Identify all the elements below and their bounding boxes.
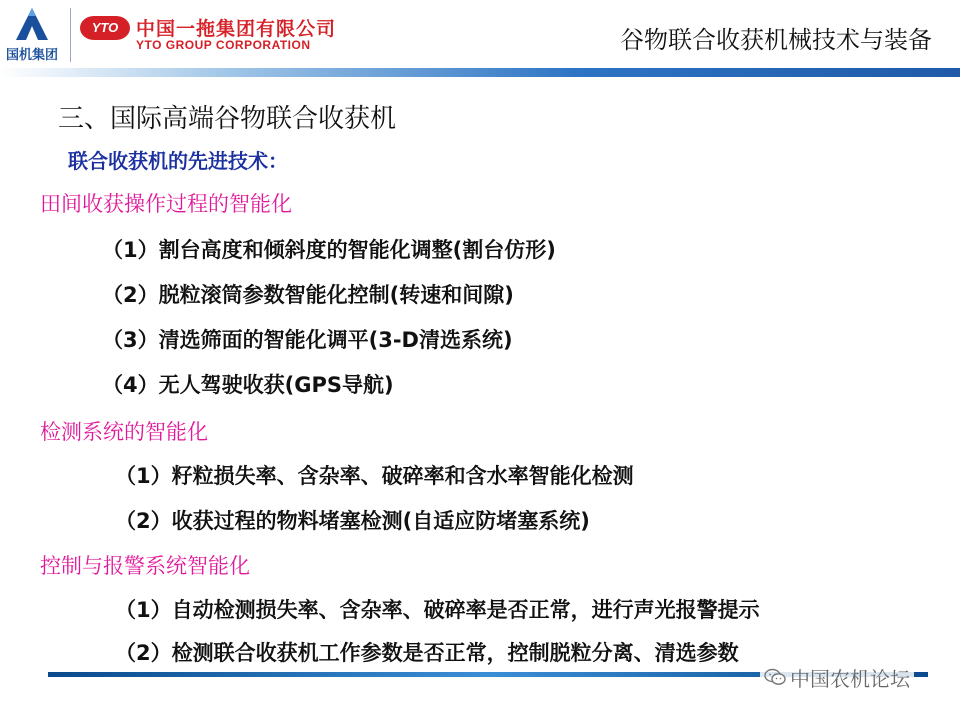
- sinomach-logo-text: 国机集团: [5, 48, 58, 63]
- yto-name-cn: 中国一拖集团有限公司: [136, 18, 337, 40]
- yto-logo: [80, 14, 340, 54]
- list-item: （2）检测联合收获机工作参数是否正常，控制脱粒分离、清选参数: [115, 641, 739, 665]
- wechat-icon: [764, 668, 786, 686]
- list-item: （2）收获过程的物料堵塞检测(自适应防堵塞系统): [115, 509, 590, 533]
- list-item: （1）割台高度和倾斜度的智能化调整(割台仿形): [102, 238, 556, 262]
- category-title: 检测系统的智能化: [40, 420, 208, 444]
- header-divider: [70, 8, 71, 62]
- yto-badge: YTO: [80, 16, 130, 40]
- watermark: [760, 664, 914, 690]
- list-item: （1）自动检测损失率、含杂率、破碎率是否正常，进行声光报警提示: [115, 598, 760, 622]
- slide-header: [0, 0, 960, 70]
- list-item: （1）籽粒损失率、含杂率、破碎率和含水率智能化检测: [115, 464, 634, 488]
- watermark-text: 中国农机论坛: [790, 666, 910, 691]
- sinomach-mark-icon: [14, 6, 50, 42]
- list-item: （4）无人驾驶收获(GPS导航): [102, 373, 394, 397]
- category-title: 田间收获操作过程的智能化: [40, 192, 292, 216]
- header-gradient-bar: [0, 68, 960, 77]
- section-title: 三、国际高端谷物联合收获机: [58, 104, 397, 134]
- sinomach-logo: [0, 4, 64, 66]
- list-item: （3）清选筛面的智能化调平(3-D清选系统): [102, 328, 513, 352]
- list-item: （2）脱粒滚筒参数智能化控制(转速和间隙): [102, 283, 514, 307]
- yto-name-en: YTO GROUP CORPORATION: [136, 38, 311, 52]
- header-title: 谷物联合收获机械技术与装备: [620, 26, 932, 54]
- slide-subtitle: 联合收获机的先进技术：: [68, 149, 288, 173]
- category-title: 控制与报警系统智能化: [40, 554, 250, 578]
